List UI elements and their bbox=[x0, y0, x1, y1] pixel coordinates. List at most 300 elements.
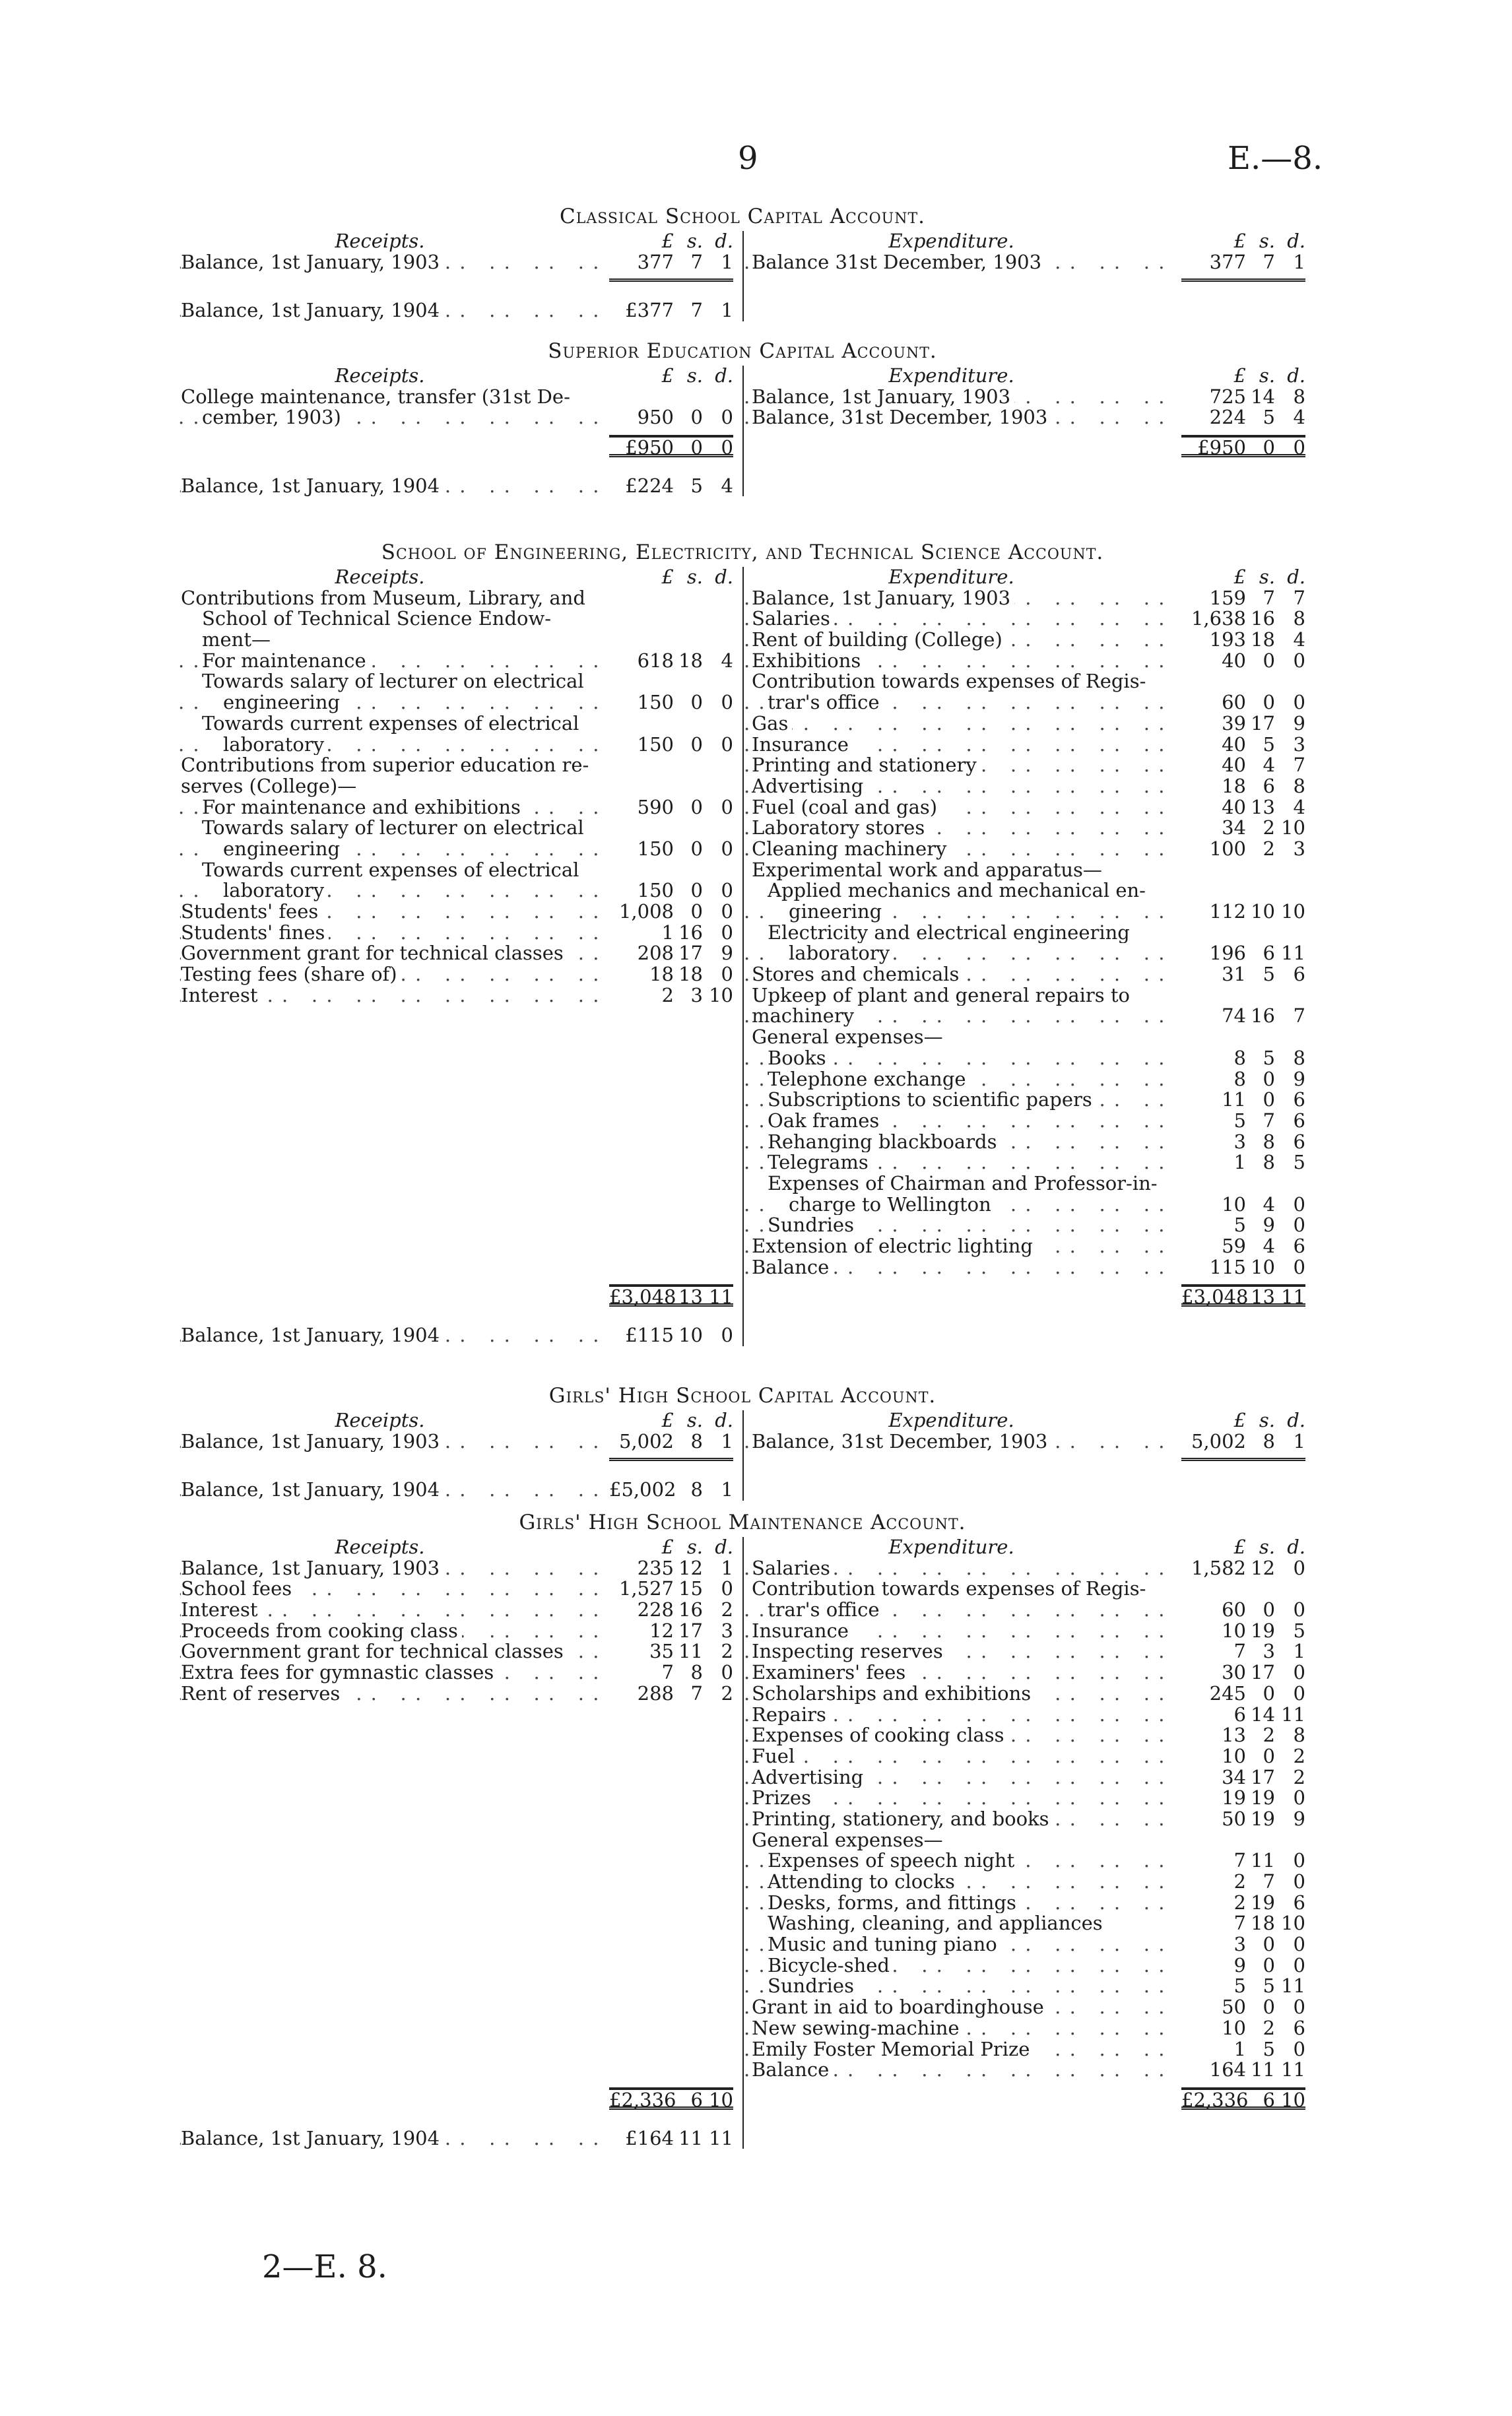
blank-row bbox=[178, 1069, 742, 1090]
spacer-row bbox=[744, 2081, 1307, 2089]
expenditure-row bbox=[744, 1746, 1307, 1767]
amount-pence bbox=[703, 630, 733, 651]
expenditure-row bbox=[744, 252, 1307, 273]
line-amount bbox=[1181, 608, 1305, 630]
line-amount bbox=[1181, 1257, 1305, 1278]
amount-shillings: 16 bbox=[678, 1598, 703, 1621]
line-text: laboratory bbox=[223, 735, 328, 756]
line-label bbox=[178, 818, 609, 839]
amount-pounds: 11 bbox=[1222, 1088, 1246, 1111]
amount-pence: 0 bbox=[1293, 1192, 1305, 1216]
blank-amount bbox=[609, 1705, 733, 1726]
line-text: Repairs bbox=[752, 1705, 830, 1726]
line-text: charge to Wellington bbox=[789, 1194, 995, 1216]
column-header bbox=[744, 1537, 1307, 1558]
gap bbox=[178, 2110, 742, 2128]
line-text: Extension of electric lighting bbox=[752, 1236, 1037, 1257]
amount-pence bbox=[1275, 880, 1305, 901]
line-label bbox=[744, 1558, 1181, 1579]
amount-shillings: 5 bbox=[1263, 733, 1275, 756]
amount-pounds: 618 bbox=[637, 649, 674, 672]
line-amount bbox=[1181, 1767, 1305, 1788]
receipt-row bbox=[178, 588, 742, 609]
amount-pounds bbox=[1181, 923, 1246, 944]
document-reference: E.—8. bbox=[1228, 140, 1323, 177]
amount-pence: 0 bbox=[1293, 1598, 1305, 1621]
expenditure-row bbox=[744, 797, 1307, 818]
line-label bbox=[744, 1600, 1181, 1621]
line-text: College maintenance, transfer (31st De- bbox=[181, 387, 574, 408]
pence-header: d. bbox=[715, 364, 733, 387]
line-text: laboratory bbox=[789, 943, 894, 964]
balance-row bbox=[178, 476, 742, 497]
blank-label bbox=[178, 1725, 609, 1746]
expenditure-row bbox=[744, 1872, 1307, 1893]
amount-pounds: 5 bbox=[1233, 1214, 1246, 1237]
amount-pence: 7 bbox=[1293, 1004, 1305, 1028]
balance-row bbox=[178, 2128, 742, 2149]
amount-shillings: 3 bbox=[690, 983, 703, 1006]
rule-label bbox=[178, 273, 609, 282]
line-amount bbox=[1181, 1111, 1305, 1132]
pound-header: £ bbox=[1233, 230, 1246, 252]
amount-pounds bbox=[1181, 671, 1246, 692]
amount-pence: 0 bbox=[721, 900, 733, 923]
amount-pounds: 8 bbox=[1233, 1046, 1246, 1069]
line-label bbox=[178, 985, 609, 1006]
amount-pence bbox=[1275, 860, 1305, 881]
line-text: Towards current expenses of electrical bbox=[202, 713, 583, 735]
amount-shillings: 4 bbox=[1263, 1235, 1275, 1257]
amount-shillings bbox=[674, 713, 703, 735]
receipt-row bbox=[178, 1431, 742, 1453]
line-label bbox=[744, 1006, 1181, 1027]
amount-pence bbox=[703, 588, 733, 609]
line-label bbox=[744, 1431, 1181, 1453]
line-label bbox=[178, 1600, 609, 1621]
amount-pence bbox=[703, 860, 733, 881]
line-label bbox=[744, 1048, 1181, 1069]
line-amount bbox=[609, 671, 733, 692]
blank-amount bbox=[609, 1132, 733, 1153]
section-title: Classical School Capital Account. bbox=[560, 205, 925, 228]
line-text: Balance bbox=[752, 1257, 833, 1278]
line-label bbox=[744, 252, 1181, 273]
blank-row bbox=[178, 1913, 742, 1934]
blank-amount bbox=[609, 1173, 733, 1194]
line-label bbox=[744, 1705, 1181, 1726]
expenditure-row bbox=[744, 755, 1307, 776]
blank-row bbox=[178, 1111, 742, 1132]
amount-shillings: 17 bbox=[678, 942, 703, 965]
amount-shillings: 19 bbox=[1251, 1786, 1275, 1810]
amount-pounds: 1,638 bbox=[1191, 607, 1246, 630]
amount-pence: 6 bbox=[1293, 963, 1305, 986]
line-amount bbox=[609, 1431, 733, 1453]
line-text: gineering bbox=[789, 901, 886, 923]
blank-label bbox=[178, 1767, 609, 1788]
blank-amount bbox=[609, 1027, 733, 1048]
line-text: cember, 1903) bbox=[202, 407, 345, 428]
girls-high-school-maintenance-account bbox=[178, 1508, 1307, 2149]
amount-pence: 0 bbox=[1293, 1996, 1305, 2019]
amount-pence: 4 bbox=[721, 474, 733, 497]
amount-shillings: 8 bbox=[1263, 1429, 1275, 1453]
blank-label bbox=[178, 1872, 609, 1893]
amount-pounds bbox=[609, 776, 674, 797]
receipt-row bbox=[178, 839, 742, 860]
expenditure-row bbox=[744, 1132, 1307, 1153]
blank-row bbox=[178, 1788, 742, 1809]
amount-pounds: 377 bbox=[1209, 250, 1246, 273]
amount-pence: 6 bbox=[1293, 2016, 1305, 2039]
amount-pounds: 193 bbox=[1209, 628, 1246, 651]
blank-amount bbox=[609, 1767, 733, 1788]
amount-pounds: 40 bbox=[1222, 733, 1246, 756]
spacer-amount bbox=[609, 2081, 733, 2089]
blank-amount bbox=[609, 1788, 733, 1809]
amount-pounds: £3,048 bbox=[1181, 1286, 1249, 1309]
spacer bbox=[178, 2081, 609, 2089]
blank-row bbox=[178, 1955, 742, 1976]
receipt-row bbox=[178, 630, 742, 651]
line-text: General expenses— bbox=[752, 1027, 947, 1048]
pound-header: £ bbox=[661, 1536, 674, 1558]
shilling-header: s. bbox=[1259, 364, 1275, 387]
amount-shillings: 5 bbox=[1263, 1975, 1275, 1998]
expenditure-row bbox=[744, 692, 1307, 713]
line-label bbox=[744, 671, 1181, 692]
shilling-header: s. bbox=[686, 364, 703, 387]
pence-header: d. bbox=[1287, 1409, 1305, 1431]
blank-label bbox=[178, 1173, 609, 1194]
amount-pounds: 150 bbox=[637, 733, 674, 756]
line-label bbox=[178, 943, 609, 964]
amount-pounds: 60 bbox=[1222, 691, 1246, 714]
line-label bbox=[744, 1683, 1181, 1705]
blank-label bbox=[178, 1257, 609, 1278]
amount-shillings bbox=[674, 818, 703, 839]
amount-pounds: 1 bbox=[661, 921, 674, 944]
line-label bbox=[178, 1431, 609, 1453]
amount-pence: 0 bbox=[721, 1661, 733, 1684]
receipts-total bbox=[178, 1286, 742, 1307]
expenditure-row bbox=[744, 1934, 1307, 1955]
expenditure-row bbox=[744, 985, 1307, 1006]
line-amount bbox=[1181, 1621, 1305, 1642]
amount-shillings bbox=[1246, 860, 1275, 881]
amount-pounds bbox=[1181, 1173, 1246, 1194]
amount-pence: 0 bbox=[1293, 1255, 1305, 1278]
pence-header: d. bbox=[715, 566, 733, 588]
line-text: trar's office bbox=[768, 1600, 883, 1621]
line-text: Music and tuning piano bbox=[768, 1934, 1001, 1955]
gap bbox=[744, 2110, 1307, 2128]
line-amount bbox=[609, 880, 733, 901]
amount-pounds: 228 bbox=[637, 1598, 674, 1621]
receipt-row bbox=[178, 692, 742, 713]
line-text: School of Technical Science Endow- bbox=[202, 608, 555, 630]
total-amount bbox=[609, 1286, 733, 1307]
line-label bbox=[744, 1579, 1181, 1600]
blank-label bbox=[178, 2039, 609, 2060]
line-amount bbox=[1181, 839, 1305, 860]
line-amount bbox=[1181, 1934, 1305, 1955]
blank-label bbox=[178, 1194, 609, 1216]
line-amount bbox=[609, 1641, 733, 1662]
line-amount bbox=[1181, 1215, 1305, 1236]
girls-high-school-capital-account bbox=[178, 1381, 1307, 1501]
line-amount bbox=[609, 1621, 733, 1642]
line-label bbox=[744, 1090, 1181, 1111]
total-amount bbox=[609, 2089, 733, 2110]
gap bbox=[744, 457, 1307, 476]
account-columns bbox=[178, 567, 1307, 1346]
line-label bbox=[744, 735, 1181, 756]
line-label bbox=[744, 818, 1181, 839]
amount-shillings: 7 bbox=[1263, 586, 1275, 609]
amount-pence bbox=[1275, 1173, 1305, 1194]
amount-pounds: £950 bbox=[625, 436, 674, 459]
amount-shillings: 2 bbox=[1263, 837, 1275, 860]
blank-amount bbox=[609, 1152, 733, 1173]
line-amount bbox=[1181, 735, 1305, 756]
gap bbox=[178, 457, 742, 476]
heading-text: Expenditure. bbox=[888, 1537, 1018, 1558]
receipts-column bbox=[178, 366, 742, 496]
total-label bbox=[178, 436, 609, 457]
blank-row bbox=[178, 1767, 742, 1788]
line-label bbox=[744, 1934, 1181, 1955]
pence-header: d. bbox=[715, 1536, 733, 1558]
amount-shillings: 3 bbox=[1263, 1640, 1275, 1663]
receipt-row bbox=[178, 943, 742, 964]
amount-pounds: 34 bbox=[1222, 1765, 1246, 1788]
expenditure-row bbox=[744, 1579, 1307, 1600]
amount-shillings: 0 bbox=[690, 406, 703, 429]
line-label bbox=[744, 1621, 1181, 1642]
expenditure-row bbox=[744, 776, 1307, 797]
amount-pence bbox=[703, 713, 733, 735]
amount-pence bbox=[703, 608, 733, 630]
amount-shillings: 5 bbox=[690, 474, 703, 497]
column-heading bbox=[178, 1410, 609, 1431]
blank-label bbox=[178, 1913, 609, 1934]
expenditure-row bbox=[744, 1006, 1307, 1027]
expenditure-column bbox=[742, 567, 1307, 1346]
balance-amount bbox=[609, 476, 733, 497]
amount-pence: 0 bbox=[721, 879, 733, 902]
receipt-row bbox=[178, 776, 742, 797]
blank-amount bbox=[609, 2039, 733, 2060]
amount-pence: 0 bbox=[1293, 1556, 1305, 1579]
pence-header: d. bbox=[715, 230, 733, 252]
line-text: Printing and stationery bbox=[752, 755, 981, 776]
amount-shillings bbox=[1246, 923, 1275, 944]
line-amount bbox=[1181, 1152, 1305, 1173]
blank-label bbox=[178, 1997, 609, 2018]
amount-pounds: 1,582 bbox=[1191, 1556, 1246, 1579]
line-label bbox=[178, 797, 609, 818]
heading-text: Receipts. bbox=[335, 366, 429, 387]
line-text: Balance, 1st January, 1903 bbox=[752, 387, 1014, 408]
line-text: Salaries bbox=[752, 1558, 834, 1579]
line-text: Washing, cleaning, and appliances bbox=[768, 1913, 1107, 1934]
line-label bbox=[178, 671, 609, 692]
spacer bbox=[178, 1278, 609, 1286]
amount-pounds bbox=[609, 818, 674, 839]
blank-label bbox=[178, 1111, 609, 1132]
rule-label bbox=[744, 1452, 1181, 1461]
line-amount bbox=[1181, 880, 1305, 901]
pound-header: £ bbox=[1233, 1536, 1246, 1558]
blank-label bbox=[178, 1090, 609, 1111]
receipt-row bbox=[178, 252, 742, 273]
amount-pounds: 377 bbox=[637, 250, 674, 273]
blank-row bbox=[178, 1850, 742, 1872]
amount-shillings: 5 bbox=[1263, 963, 1275, 986]
receipt-row bbox=[178, 860, 742, 881]
line-label bbox=[744, 1132, 1181, 1153]
receipt-row bbox=[178, 985, 742, 1006]
amount-pounds: 74 bbox=[1222, 1004, 1246, 1028]
expenditure-row bbox=[744, 901, 1307, 923]
amount-pounds: 5 bbox=[1233, 1109, 1246, 1132]
amount-pence bbox=[703, 755, 733, 776]
line-text: School fees bbox=[181, 1579, 296, 1600]
amount-pounds: 10 bbox=[1222, 1619, 1246, 1642]
heading-text: Receipts. bbox=[335, 567, 429, 588]
blank-amount bbox=[609, 1976, 733, 1997]
amount-pounds: 208 bbox=[637, 942, 674, 965]
rule-amount bbox=[1181, 273, 1305, 282]
blank-amount bbox=[609, 1850, 733, 1872]
amount-pounds: £3,048 bbox=[609, 1286, 676, 1309]
rule-row bbox=[178, 273, 742, 282]
amount-shillings: 17 bbox=[1251, 711, 1275, 735]
amount-pounds: £2,336 bbox=[1181, 2088, 1249, 2111]
line-text: Printing, stationery, and books bbox=[752, 1809, 1053, 1830]
line-label bbox=[178, 923, 609, 944]
pound-header: £ bbox=[1233, 364, 1246, 387]
amount-shillings: 0 bbox=[690, 691, 703, 714]
blank-row bbox=[178, 1173, 742, 1194]
amount-pounds bbox=[609, 588, 674, 609]
line-label bbox=[744, 407, 1181, 428]
amount-pounds bbox=[609, 387, 674, 408]
balance-amount bbox=[609, 1480, 733, 1501]
amount-pounds bbox=[1181, 860, 1246, 881]
amount-pence: 6 bbox=[1293, 1891, 1305, 1914]
blank-label bbox=[178, 1934, 609, 1955]
signature-mark: 2—E. 8. bbox=[262, 2248, 387, 2285]
line-label bbox=[178, 407, 609, 428]
line-label bbox=[178, 387, 609, 408]
balance-amount bbox=[609, 300, 733, 321]
line-text: Laboratory stores bbox=[752, 818, 929, 839]
expenditure-row bbox=[744, 608, 1307, 630]
blank-row bbox=[178, 1725, 742, 1746]
line-label bbox=[744, 776, 1181, 797]
expenditure-row bbox=[744, 1830, 1307, 1851]
expenditure-row bbox=[744, 839, 1307, 860]
line-text: Sundries bbox=[768, 1976, 858, 1997]
amount-pence: 11 bbox=[709, 1286, 733, 1309]
receipt-row bbox=[178, 387, 742, 408]
amount-pence: 0 bbox=[721, 837, 733, 860]
line-text: Interest bbox=[181, 1600, 262, 1621]
amount-pounds: 50 bbox=[1222, 1807, 1246, 1830]
pound-header: £ bbox=[1233, 1409, 1246, 1431]
amount-shillings: 7 bbox=[1263, 1870, 1275, 1893]
line-amount bbox=[1181, 651, 1305, 672]
amount-pounds: 1 bbox=[1233, 1151, 1246, 1174]
line-label bbox=[178, 608, 609, 630]
line-amount bbox=[609, 923, 733, 944]
balance-label bbox=[178, 1480, 609, 1501]
currency-header bbox=[1181, 231, 1305, 252]
line-text: Gas bbox=[752, 713, 792, 735]
amount-pounds: 2 bbox=[1233, 1891, 1246, 1914]
currency-header bbox=[1181, 567, 1305, 588]
line-amount bbox=[609, 964, 733, 985]
line-text: Insurance bbox=[752, 1621, 853, 1642]
amount-pence: 4 bbox=[1293, 628, 1305, 651]
blank-row bbox=[178, 1830, 742, 1851]
line-label bbox=[744, 880, 1181, 901]
amount-pounds: 34 bbox=[1222, 816, 1246, 839]
line-text: Fuel bbox=[752, 1746, 799, 1767]
amount-pounds: 3 bbox=[1233, 1130, 1246, 1153]
amount-shillings bbox=[674, 608, 703, 630]
line-text: Salaries bbox=[752, 608, 834, 630]
amount-shillings: 12 bbox=[1251, 1556, 1275, 1579]
receipt-row bbox=[178, 651, 742, 672]
amount-pence: 2 bbox=[721, 1681, 733, 1705]
column-header bbox=[178, 366, 742, 387]
amount-shillings bbox=[674, 860, 703, 881]
line-text: Upkeep of plant and general repairs to bbox=[752, 985, 1134, 1006]
gap bbox=[178, 1461, 742, 1480]
line-amount bbox=[1181, 1132, 1305, 1153]
line-text: Advertising bbox=[752, 776, 867, 797]
blank-label bbox=[178, 1830, 609, 1851]
receipt-row bbox=[178, 818, 742, 839]
rule-row bbox=[744, 273, 1307, 282]
spacer-amount bbox=[1181, 428, 1305, 436]
line-text: Cleaning machinery bbox=[752, 839, 950, 860]
line-text: Examiners' fees bbox=[752, 1662, 909, 1683]
pence-header: d. bbox=[1287, 230, 1305, 252]
expenditure-row bbox=[744, 671, 1307, 692]
line-amount bbox=[1181, 1027, 1305, 1048]
line-text: Exhibitions bbox=[752, 651, 865, 672]
line-label bbox=[178, 964, 609, 985]
amount-pounds: 5,002 bbox=[1191, 1429, 1246, 1453]
amount-pounds: 235 bbox=[637, 1556, 674, 1579]
amount-shillings: 19 bbox=[1251, 1891, 1275, 1914]
rule-amount bbox=[1181, 1452, 1305, 1461]
balance-amount bbox=[609, 1325, 733, 1346]
line-text: Scholarships and exhibitions bbox=[752, 1683, 1035, 1705]
amount-shillings: 0 bbox=[1263, 1067, 1275, 1090]
line-text: engineering bbox=[223, 839, 344, 860]
line-text: New sewing-machine bbox=[752, 2018, 964, 2039]
blank-amount bbox=[609, 1069, 733, 1090]
column-header bbox=[178, 1410, 742, 1431]
heading-text: Expenditure. bbox=[888, 567, 1018, 588]
expenditure-row bbox=[744, 1662, 1307, 1683]
